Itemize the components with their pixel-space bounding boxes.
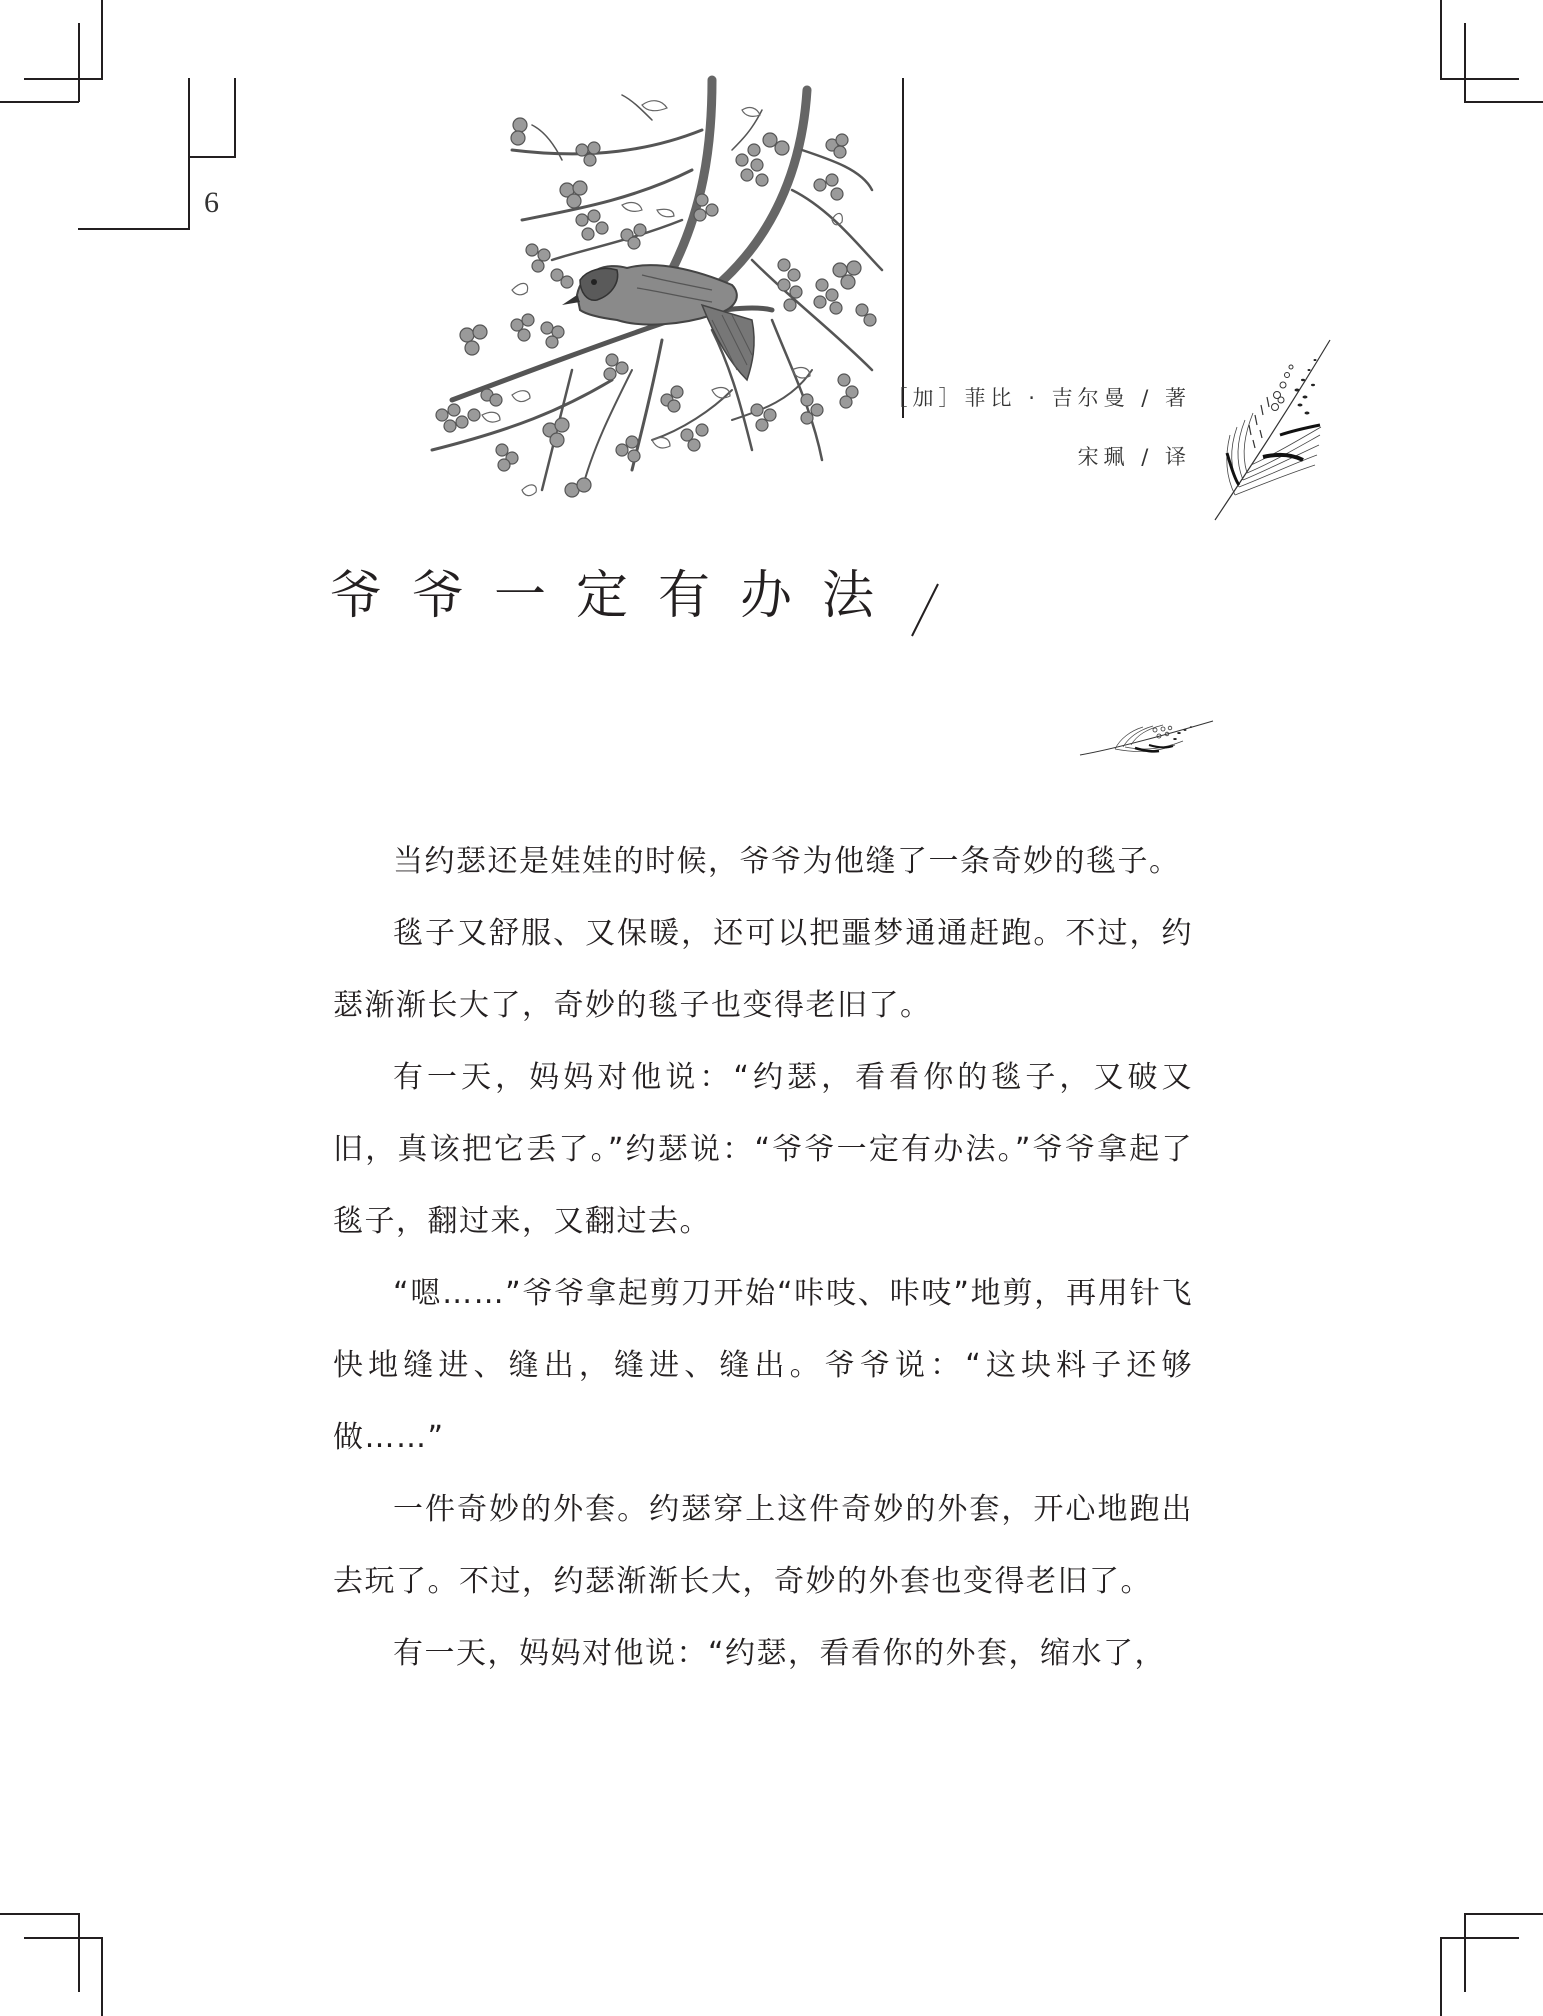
frame-line (188, 156, 236, 158)
crop-line (101, 0, 103, 79)
crop-line (0, 1913, 79, 1915)
crop-line (1464, 101, 1543, 103)
crop-line (0, 101, 79, 103)
feather-icon (1205, 335, 1335, 525)
crop-line (1464, 1913, 1466, 1992)
credits (887, 388, 1191, 468)
page-title: 爷爷一定有办法 (330, 566, 905, 626)
crop-line (78, 1913, 80, 1992)
crop-line (1464, 1913, 1543, 1915)
paragraph: “嗯……”爷爷拿起剪刀开始“咔吱、咔吱”地剪，再用针飞快地缝进、缝出，缝进、缝出。爷爷说：“这块料子还够做……” (333, 1276, 1193, 1455)
crop-line (24, 78, 103, 80)
crop-line (1440, 1937, 1442, 2016)
crop-line (24, 1937, 103, 1939)
crop-line (1440, 78, 1519, 80)
paragraph: 毯子又舒服、又保暖，还可以把噩梦通通赶跑。不过，约瑟渐渐长大了，奇妙的毯子也变得老旧了。 (333, 916, 1193, 1023)
crop-line (101, 1937, 103, 2016)
feather-icon (1075, 715, 1215, 760)
crop-line (1440, 0, 1442, 79)
header-divider (902, 78, 904, 418)
title-slash-mark (906, 580, 946, 640)
paragraph: 一件奇妙的外套。约瑟穿上这件奇妙的外套，开心地跑出去玩了。不过，约瑟渐渐长大，奇妙的外套也变得老旧了。 (333, 1492, 1193, 1599)
frame-line (78, 228, 190, 230)
story-body (333, 826, 1193, 1690)
paragraph: 有一天，妈妈对他说：“约瑟，看看你的外套，缩水了， (393, 1636, 1167, 1671)
crop-line (1464, 23, 1466, 102)
paragraph: 有一天，妈妈对他说：“约瑟，看看你的毯子，又破又旧，真该把它丢了。”约瑟说：“爷爷一定有办法。”爷爷拿起了毯子，翻过来，又翻过去。 (333, 1060, 1193, 1239)
frame-line (234, 78, 236, 158)
author-line: ［加］菲比 · 吉尔曼 / 著 (886, 386, 1191, 410)
page-number: 6 (204, 186, 219, 219)
bird-on-branch-illustration (412, 70, 892, 510)
crop-line (78, 23, 80, 102)
paragraph: 当约瑟还是娃娃的时候，爷爷为他缝了一条奇妙的毯子。 (393, 844, 1181, 879)
translator-line: 宋珮 / 译 (1077, 445, 1191, 469)
crop-line (1440, 1937, 1519, 1939)
frame-line (188, 78, 190, 230)
